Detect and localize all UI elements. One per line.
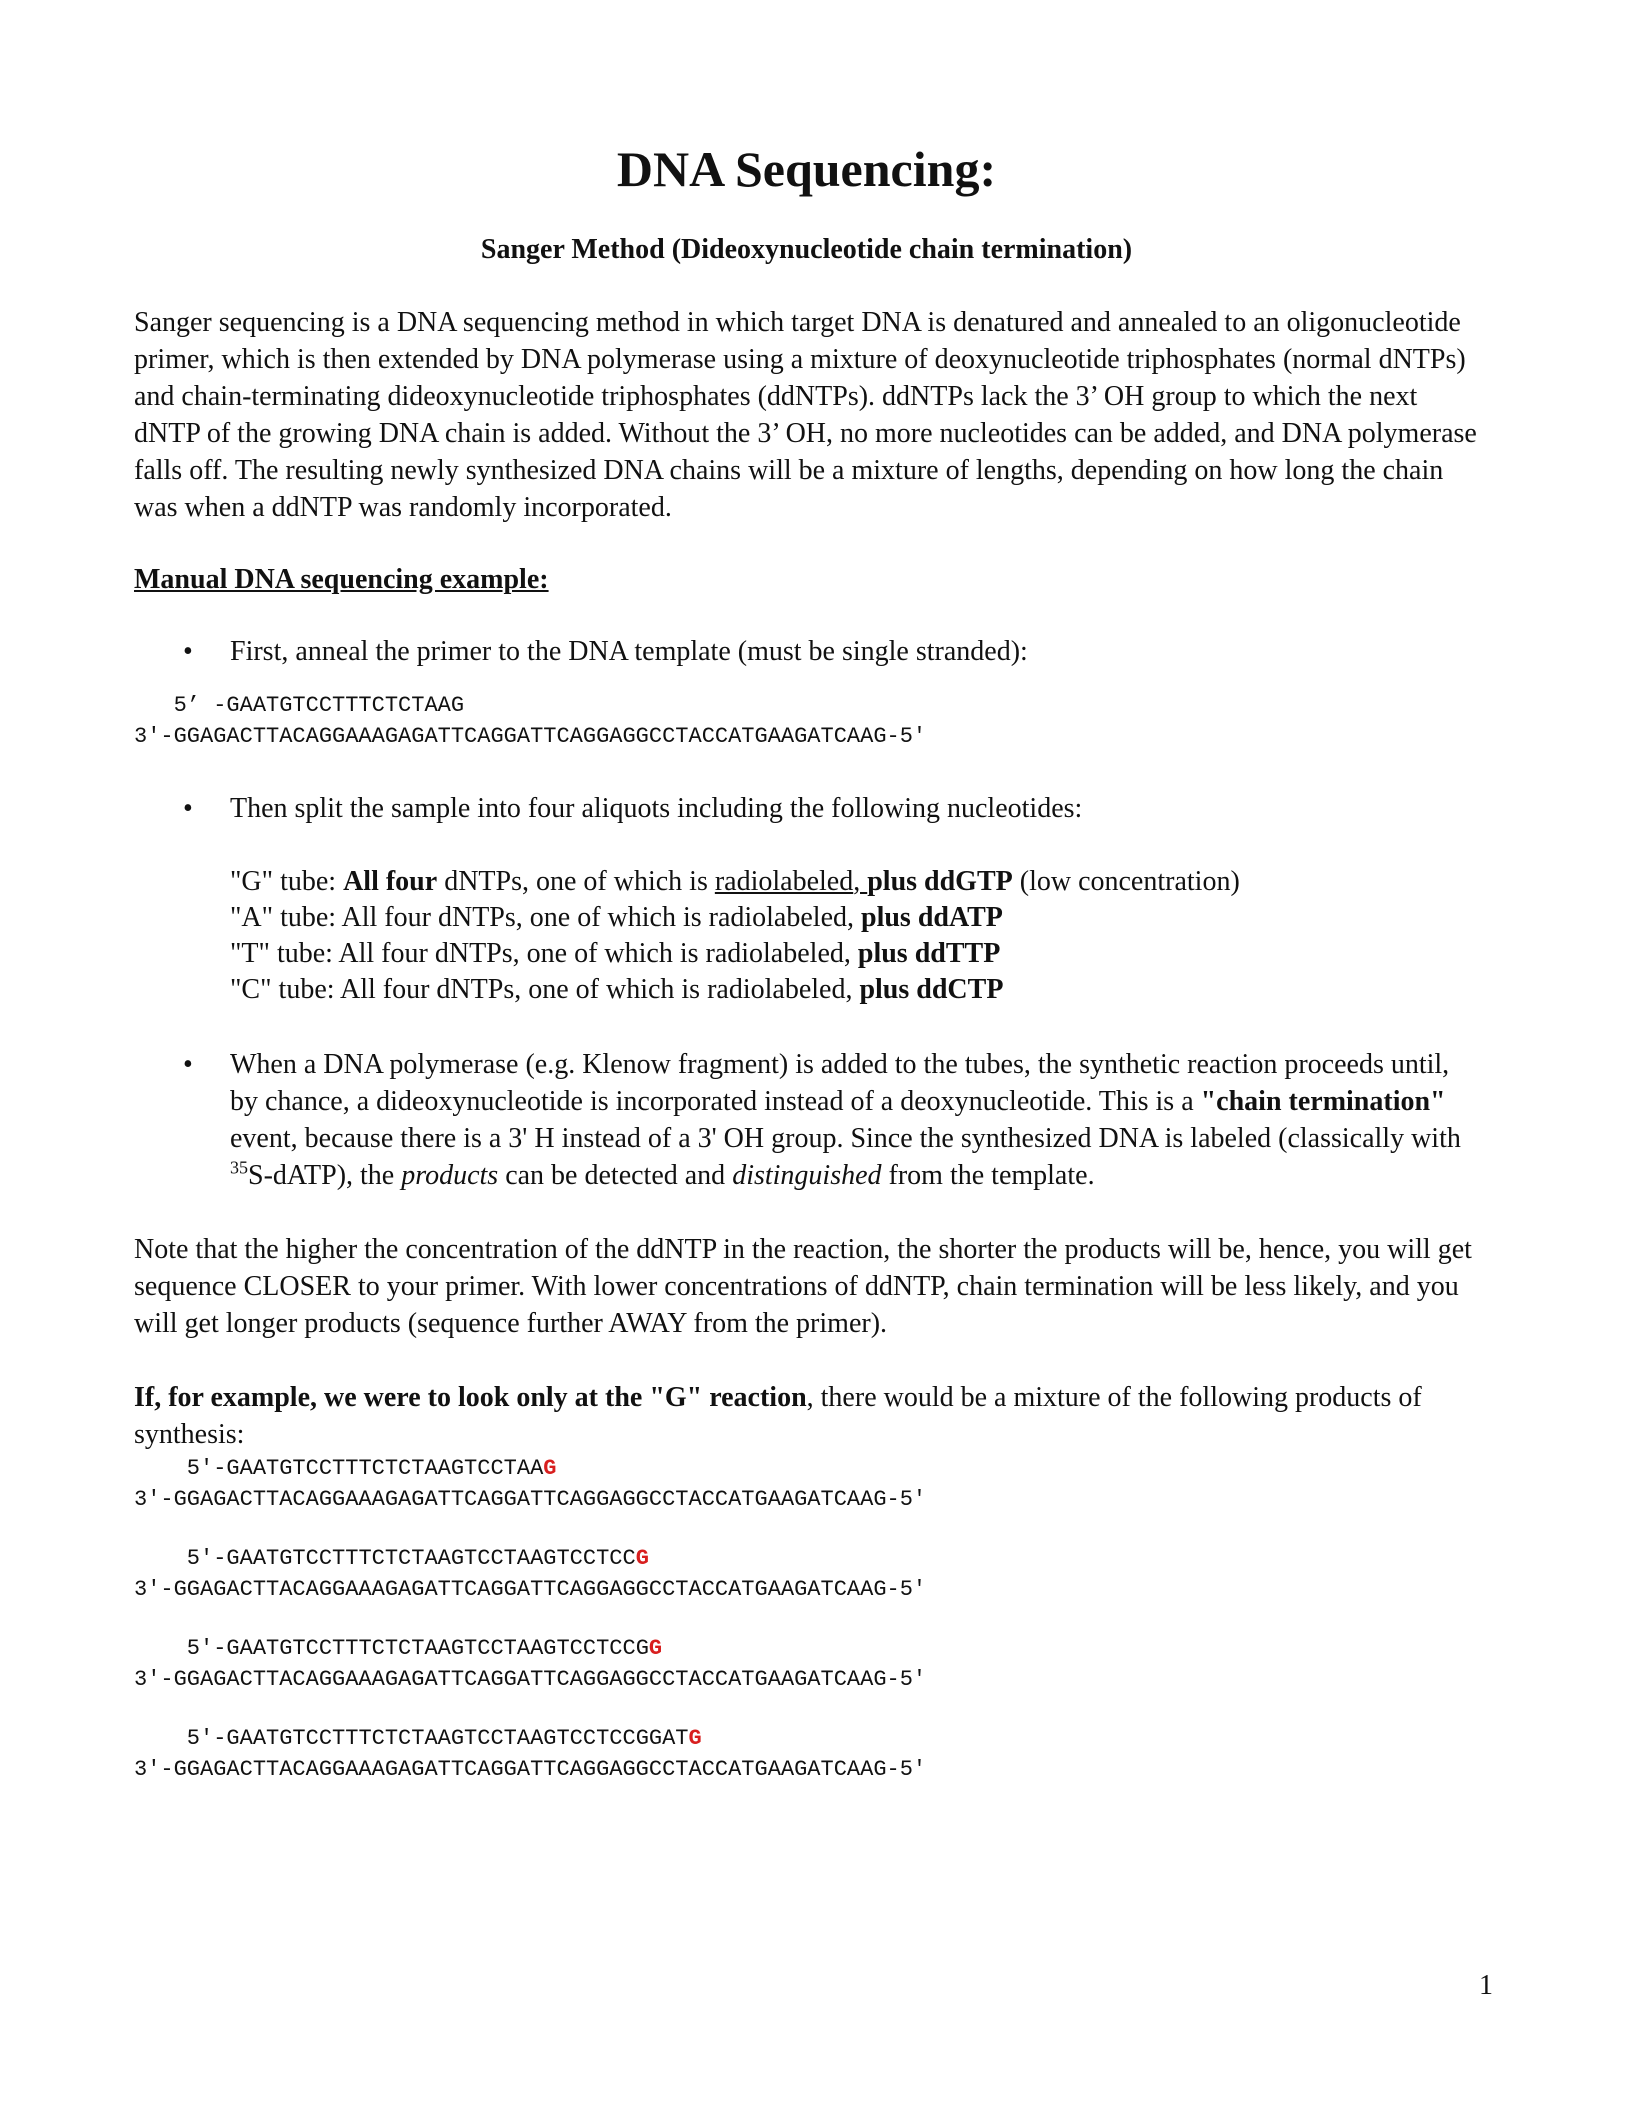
tube-label: "C" tube:	[230, 974, 340, 1005]
bullet-item-split	[134, 790, 1479, 827]
tube-text: dNTPs, one of which is	[429, 974, 708, 1005]
template-sequence: 3'-GGAGACTTACAGGAAAGAGATTCAGGATTCAGGAGGCCTACCATGAAGATCAAG-5'	[134, 724, 927, 749]
terminal-nucleotide: G	[688, 1726, 702, 1751]
chain-termination-term: "chain termination"	[1200, 1086, 1446, 1117]
tube-text: dNTPs, one of which is	[430, 902, 709, 933]
bullet-text-part3: S-dATP), the	[248, 1160, 402, 1191]
product-strand	[134, 1633, 1479, 1664]
document-content	[134, 130, 1479, 1813]
tube-all-four: All four	[339, 974, 430, 1005]
page-title: DNA Sequencing:	[616, 141, 997, 197]
bullet-icon: •	[183, 1049, 193, 1080]
tube-comma: ,	[847, 902, 861, 933]
distinguished-term: distinguished	[732, 1160, 882, 1191]
strand-sequence: GAATGTCCTTTCTCTAAGTCCTAAGTCCTCCG	[226, 1636, 649, 1661]
strand-prefix: 5'-	[134, 1636, 227, 1661]
tube-all-four: All four	[343, 866, 438, 897]
tube-comma: ,	[853, 866, 868, 897]
terminal-nucleotide: G	[543, 1456, 557, 1481]
tube-line-t	[230, 936, 1479, 972]
tube-ddntp: plus ddGTP	[867, 866, 1013, 897]
tube-line-a	[230, 900, 1479, 936]
note-paragraph: Note that the higher the concentration of the ddNTP in the reaction, the shorter the products will be, hence, you will get sequence CLOSER to your primer. With lower concentrations of ddNTP, chain termination will be less likely, and you will get longer products (sequence further AWAY from the primer).	[134, 1234, 1472, 1339]
primer-sequence: 5’ -GAATGTCCTTTCTCTAAG	[134, 693, 465, 718]
tube-tail: (low concentration)	[1012, 866, 1240, 897]
tube-label: "A" tube:	[230, 902, 342, 933]
bullet-item-polymerase	[134, 1046, 1479, 1194]
example-bold-lead: If, for example, we were to look only at the "G" reaction	[134, 1382, 807, 1413]
bullet-text-part2: event, because there is a 3' H instead of a 3' OH group. Since the synthesized DNA is labeled (classically with	[230, 1123, 1461, 1154]
product-pair	[134, 1453, 1479, 1515]
template-sequence: 3'-GGAGACTTACAGGAAAGAGATTCAGGATTCAGGAGGCCTACCATGAAGATCAAG-5'	[134, 1757, 927, 1782]
synthesis-products	[134, 1453, 1479, 1785]
tube-comma: ,	[843, 938, 858, 969]
bullet-icon: •	[183, 793, 193, 824]
strand-sequence: GAATGTCCTTTCTCTAAGTCCTAAGTCCTCC	[226, 1546, 636, 1571]
product-strand	[134, 1543, 1479, 1574]
template-sequence: 3'-GGAGACTTACAGGAAAGAGATTCAGGATTCAGGAGGCCTACCATGAAGATCAAG-5'	[134, 1667, 927, 1692]
template-sequence: 3'-GGAGACTTACAGGAAAGAGATTCAGGATTCAGGAGGCCTACCATGAAGATCAAG-5'	[134, 1487, 927, 1512]
bullet-text: First, anneal the primer to the DNA template (must be single stranded):	[230, 636, 1028, 667]
tube-label: "G" tube:	[230, 866, 344, 897]
tube-list	[134, 864, 1479, 1008]
page-subtitle: Sanger Method (Dideoxynucleotide chain termination)	[480, 234, 1133, 265]
bullet-text-part5: from the template.	[881, 1160, 1095, 1191]
product-pair	[134, 1633, 1479, 1695]
terminal-nucleotide: G	[648, 1636, 663, 1661]
page-number: 1	[1479, 1970, 1493, 2001]
products-term: products	[401, 1160, 499, 1191]
bullet-text: Then split the sample into four aliquots including the following nucleotides:	[230, 793, 1083, 824]
intro-paragraph: Sanger sequencing is a DNA sequencing method in which target DNA is denatured and annealed to an oligonucleotide primer, which is then extended by DNA polymerase using a mixture of deoxynucleotide triphosphates (normal dNTPs) and chain-terminating dideoxynucleotide triphosphates (ddNTPs). ddNTPs lack the 3’ OH group to which the next dNTP of the growing DNA chain is added. Without the 3’ OH, no more nucleotides can be added, and DNA polymerase falls off. The resulting newly synthesized DNA chains will be a mixture of lengths, depending on how long the chain was when a ddNTP was randomly incorporated.	[134, 307, 1477, 523]
strand-sequence: GAATGTCCTTTCTCTAAGTCCTAA	[226, 1456, 544, 1481]
tube-all-four: All four	[341, 902, 431, 933]
terminal-nucleotide: G	[635, 1546, 649, 1571]
tube-radiolabeled: radiolabeled	[708, 902, 847, 933]
tube-line-g	[230, 864, 1479, 900]
tube-radiolabeled: radiolabeled	[714, 866, 854, 897]
product-pair	[134, 1543, 1479, 1605]
strand-prefix: 5'-	[134, 1456, 227, 1481]
tube-radiolabeled: radiolabeled	[705, 938, 844, 969]
tube-radiolabeled: radiolabeled	[707, 974, 846, 1005]
product-strand	[134, 1453, 1479, 1484]
tube-comma: ,	[845, 974, 860, 1005]
strand-prefix: 5'-	[134, 1726, 227, 1751]
template-sequence: 3'-GGAGACTTACAGGAAAGAGATTCAGGATTCAGGAGGCCTACCATGAAGATCAAG-5'	[134, 1577, 927, 1602]
tube-text: dNTPs, one of which is	[427, 938, 706, 969]
tube-line-c	[230, 972, 1479, 1008]
strand-prefix: 5'-	[134, 1546, 227, 1571]
tube-ddntp: plus ddTTP	[857, 938, 1001, 969]
example-paragraph	[134, 1379, 1479, 1453]
bullet-text-part1: When a DNA polymerase (e.g. Klenow fragment) is added to the tubes, the synthetic reaction proceeds until, by chance, a dideoxynucleotide is incorporated instead of a deoxynucleotide. This is a	[230, 1049, 1450, 1117]
tube-label: "T" tube:	[230, 938, 339, 969]
bullet-icon: •	[183, 636, 193, 667]
isotope-superscript: 35	[230, 1157, 248, 1178]
section-heading: Manual DNA sequencing example:	[134, 564, 549, 595]
tube-ddntp: plus ddCTP	[859, 974, 1004, 1005]
bullet-text-part4: can be detected and	[498, 1160, 733, 1191]
tube-all-four: All four	[338, 938, 428, 969]
product-strand	[134, 1723, 1479, 1754]
bullet-item-anneal	[134, 633, 1479, 670]
primer-template-block	[134, 690, 1479, 752]
example-rest: , there would be a mixture of the following products of synthesis:	[134, 1382, 1422, 1450]
product-pair	[134, 1723, 1479, 1785]
tube-ddntp: plus ddATP	[861, 902, 1003, 933]
tube-text: dNTPs, one of which is	[437, 866, 715, 897]
strand-sequence: GAATGTCCTTTCTCTAAGTCCTAAGTCCTCCGGAT	[226, 1726, 689, 1751]
